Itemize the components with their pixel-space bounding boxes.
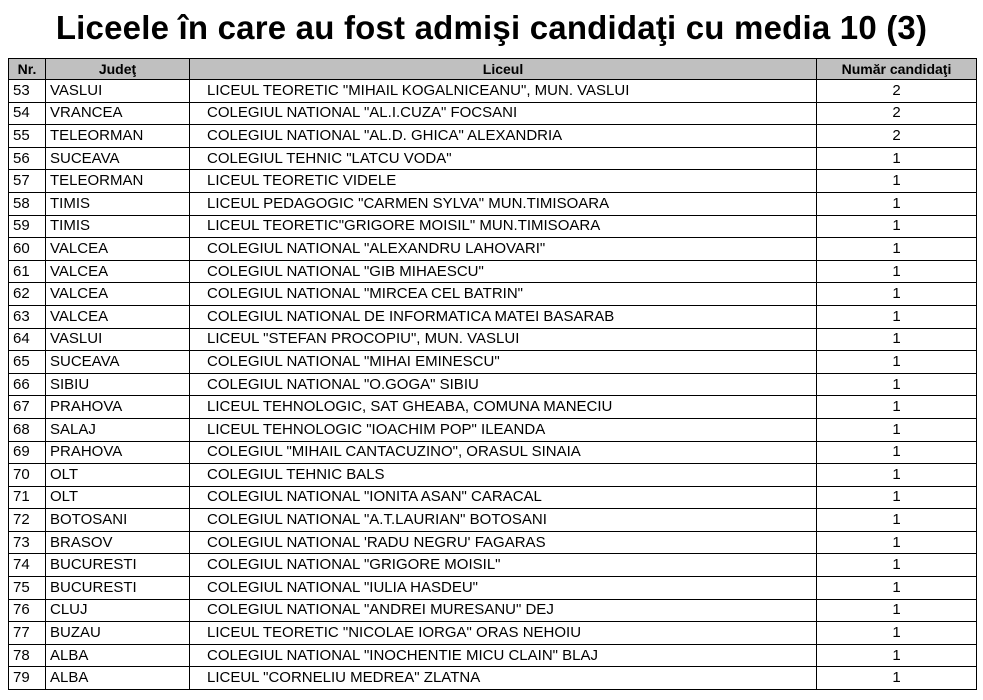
header-row	[9, 59, 977, 80]
table-row	[9, 147, 977, 170]
cell-judet: TELEORMAN	[46, 125, 190, 148]
cell-liceul: LICEUL PEDAGOGIC "CARMEN SYLVA" MUN.TIMISOARA	[190, 192, 817, 215]
table-row	[9, 373, 977, 396]
cell-judet: OLT	[46, 464, 190, 487]
cell-liceul: LICEUL TEORETIC "NICOLAE IORGA" ORAS NEHOIU	[190, 622, 817, 645]
table-row	[9, 667, 977, 690]
cell-liceul: LICEUL TEORETIC VIDELE	[190, 170, 817, 193]
cell-liceul: LICEUL TEORETIC "MIHAIL KOGALNICEANU", MUN. VASLUI	[190, 80, 817, 103]
cell-liceul: LICEUL "STEFAN PROCOPIU", MUN. VASLUI	[190, 328, 817, 351]
cell-judet: ALBA	[46, 644, 190, 667]
cell-judet: SUCEAVA	[46, 351, 190, 374]
cell-liceul: COLEGIUL TEHNIC BALS	[190, 464, 817, 487]
cell-judet: OLT	[46, 486, 190, 509]
table-row	[9, 215, 977, 238]
cell-numar-candidati: 1	[817, 509, 977, 532]
cell-liceul: COLEGIUL NATIONAL "AL.I.CUZA" FOCSANI	[190, 102, 817, 125]
cell-nr: 58	[9, 192, 46, 215]
cell-judet: VALCEA	[46, 283, 190, 306]
cell-judet: PRAHOVA	[46, 396, 190, 419]
cell-judet: BUCURESTI	[46, 554, 190, 577]
cell-numar-candidati: 1	[817, 373, 977, 396]
table-row	[9, 80, 977, 103]
cell-judet: PRAHOVA	[46, 441, 190, 464]
cell-judet: TIMIS	[46, 215, 190, 238]
cell-numar-candidati: 1	[817, 238, 977, 261]
cell-judet: VALCEA	[46, 260, 190, 283]
table-row	[9, 170, 977, 193]
cell-nr: 77	[9, 622, 46, 645]
page-title: Liceele în care au fost admişi candidaţi cu media 10 (3)	[55, 9, 928, 46]
cell-judet: VALCEA	[46, 238, 190, 261]
cell-liceul: COLEGIUL NATIONAL "GRIGORE MOISIL"	[190, 554, 817, 577]
cell-numar-candidati: 1	[817, 531, 977, 554]
cell-numar-candidati: 1	[817, 464, 977, 487]
cell-numar-candidati: 1	[817, 328, 977, 351]
table-row	[9, 577, 977, 600]
table-row	[9, 622, 977, 645]
cell-nr: 57	[9, 170, 46, 193]
cell-numar-candidati: 2	[817, 102, 977, 125]
cell-judet: TIMIS	[46, 192, 190, 215]
cell-nr: 56	[9, 147, 46, 170]
cell-liceul: COLEGIUL NATIONAL 'RADU NEGRU' FAGARAS	[190, 531, 817, 554]
cell-judet: BRASOV	[46, 531, 190, 554]
cell-nr: 63	[9, 305, 46, 328]
header-nr: Nr.	[9, 59, 46, 80]
cell-nr: 72	[9, 509, 46, 532]
cell-nr: 79	[9, 667, 46, 690]
cell-nr: 59	[9, 215, 46, 238]
table-row	[9, 351, 977, 374]
table-row	[9, 192, 977, 215]
cell-liceul: COLEGIUL NATIONAL "AL.D. GHICA" ALEXANDRIA	[190, 125, 817, 148]
cell-nr: 67	[9, 396, 46, 419]
cell-numar-candidati: 1	[817, 599, 977, 622]
cell-nr: 54	[9, 102, 46, 125]
cell-judet: SUCEAVA	[46, 147, 190, 170]
cell-nr: 78	[9, 644, 46, 667]
header-judet: Judeţ	[46, 59, 190, 80]
table-row	[9, 260, 977, 283]
cell-judet: VRANCEA	[46, 102, 190, 125]
table-row	[9, 599, 977, 622]
cell-nr: 61	[9, 260, 46, 283]
admissions-table	[8, 58, 977, 690]
cell-liceul: COLEGIUL NATIONAL "ALEXANDRU LAHOVARI"	[190, 238, 817, 261]
cell-numar-candidati: 1	[817, 486, 977, 509]
cell-judet: CLUJ	[46, 599, 190, 622]
table-row	[9, 464, 977, 487]
table-row	[9, 509, 977, 532]
header-numar-candidati: Număr candidaţi	[817, 59, 977, 80]
cell-nr: 64	[9, 328, 46, 351]
cell-numar-candidati: 1	[817, 644, 977, 667]
table-row	[9, 305, 977, 328]
cell-numar-candidati: 1	[817, 147, 977, 170]
cell-numar-candidati: 1	[817, 418, 977, 441]
header-liceul: Liceul	[190, 59, 817, 80]
cell-judet: VASLUI	[46, 80, 190, 103]
cell-judet: BUZAU	[46, 622, 190, 645]
cell-numar-candidati: 1	[817, 351, 977, 374]
table-row	[9, 396, 977, 419]
cell-liceul: COLEGIUL NATIONAL "O.GOGA" SIBIU	[190, 373, 817, 396]
cell-liceul: LICEUL TEORETIC"GRIGORE MOISIL" MUN.TIMISOARA	[190, 215, 817, 238]
cell-nr: 53	[9, 80, 46, 103]
cell-nr: 62	[9, 283, 46, 306]
table-row	[9, 418, 977, 441]
cell-liceul: COLEGIUL NATIONAL "ANDREI MURESANU" DEJ	[190, 599, 817, 622]
table-row	[9, 283, 977, 306]
cell-judet: BOTOSANI	[46, 509, 190, 532]
cell-liceul: LICEUL TEHNOLOGIC "IOACHIM POP" ILEANDA	[190, 418, 817, 441]
cell-nr: 73	[9, 531, 46, 554]
cell-numar-candidati: 1	[817, 396, 977, 419]
cell-nr: 68	[9, 418, 46, 441]
cell-numar-candidati: 1	[817, 622, 977, 645]
table-row	[9, 644, 977, 667]
cell-nr: 70	[9, 464, 46, 487]
cell-liceul: COLEGIUL NATIONAL "GIB MIHAESCU"	[190, 260, 817, 283]
cell-judet: SIBIU	[46, 373, 190, 396]
cell-liceul: COLEGIUL "MIHAIL CANTACUZINO", ORASUL SINAIA	[190, 441, 817, 464]
cell-judet: VALCEA	[46, 305, 190, 328]
cell-nr: 74	[9, 554, 46, 577]
cell-numar-candidati: 2	[817, 125, 977, 148]
table-row	[9, 554, 977, 577]
table-row	[9, 441, 977, 464]
table-row	[9, 486, 977, 509]
cell-numar-candidati: 1	[817, 170, 977, 193]
cell-judet: SALAJ	[46, 418, 190, 441]
cell-numar-candidati: 1	[817, 441, 977, 464]
cell-judet: VASLUI	[46, 328, 190, 351]
cell-numar-candidati: 1	[817, 192, 977, 215]
table-body	[9, 80, 977, 690]
cell-nr: 55	[9, 125, 46, 148]
cell-numar-candidati: 1	[817, 215, 977, 238]
cell-liceul: COLEGIUL NATIONAL "INOCHENTIE MICU CLAIN" BLAJ	[190, 644, 817, 667]
table-row	[9, 531, 977, 554]
cell-liceul: COLEGIUL NATIONAL DE INFORMATICA MATEI BASARAB	[190, 305, 817, 328]
cell-liceul: COLEGIUL TEHNIC "LATCU VODA"	[190, 147, 817, 170]
cell-liceul: COLEGIUL NATIONAL "IONITA ASAN" CARACAL	[190, 486, 817, 509]
table-row	[9, 238, 977, 261]
cell-numar-candidati: 1	[817, 554, 977, 577]
cell-nr: 66	[9, 373, 46, 396]
cell-liceul: COLEGIUL NATIONAL "MIHAI EMINESCU"	[190, 351, 817, 374]
cell-liceul: COLEGIUL NATIONAL "MIRCEA CEL BATRIN"	[190, 283, 817, 306]
cell-nr: 71	[9, 486, 46, 509]
cell-liceul: LICEUL TEHNOLOGIC, SAT GHEABA, COMUNA MANECIU	[190, 396, 817, 419]
cell-liceul: COLEGIUL NATIONAL "A.T.LAURIAN" BOTOSANI	[190, 509, 817, 532]
cell-numar-candidati: 1	[817, 667, 977, 690]
cell-judet: BUCURESTI	[46, 577, 190, 600]
table-row	[9, 125, 977, 148]
cell-numar-candidati: 1	[817, 260, 977, 283]
cell-nr: 60	[9, 238, 46, 261]
cell-numar-candidati: 1	[817, 305, 977, 328]
cell-nr: 65	[9, 351, 46, 374]
cell-numar-candidati: 1	[817, 577, 977, 600]
table-row	[9, 328, 977, 351]
table-row	[9, 102, 977, 125]
cell-judet: TELEORMAN	[46, 170, 190, 193]
cell-nr: 75	[9, 577, 46, 600]
cell-nr: 69	[9, 441, 46, 464]
cell-judet: ALBA	[46, 667, 190, 690]
cell-numar-candidati: 2	[817, 80, 977, 103]
cell-liceul: LICEUL "CORNELIU MEDREA" ZLATNA	[190, 667, 817, 690]
cell-numar-candidati: 1	[817, 283, 977, 306]
cell-liceul: COLEGIUL NATIONAL "IULIA HASDEU"	[190, 577, 817, 600]
cell-nr: 76	[9, 599, 46, 622]
